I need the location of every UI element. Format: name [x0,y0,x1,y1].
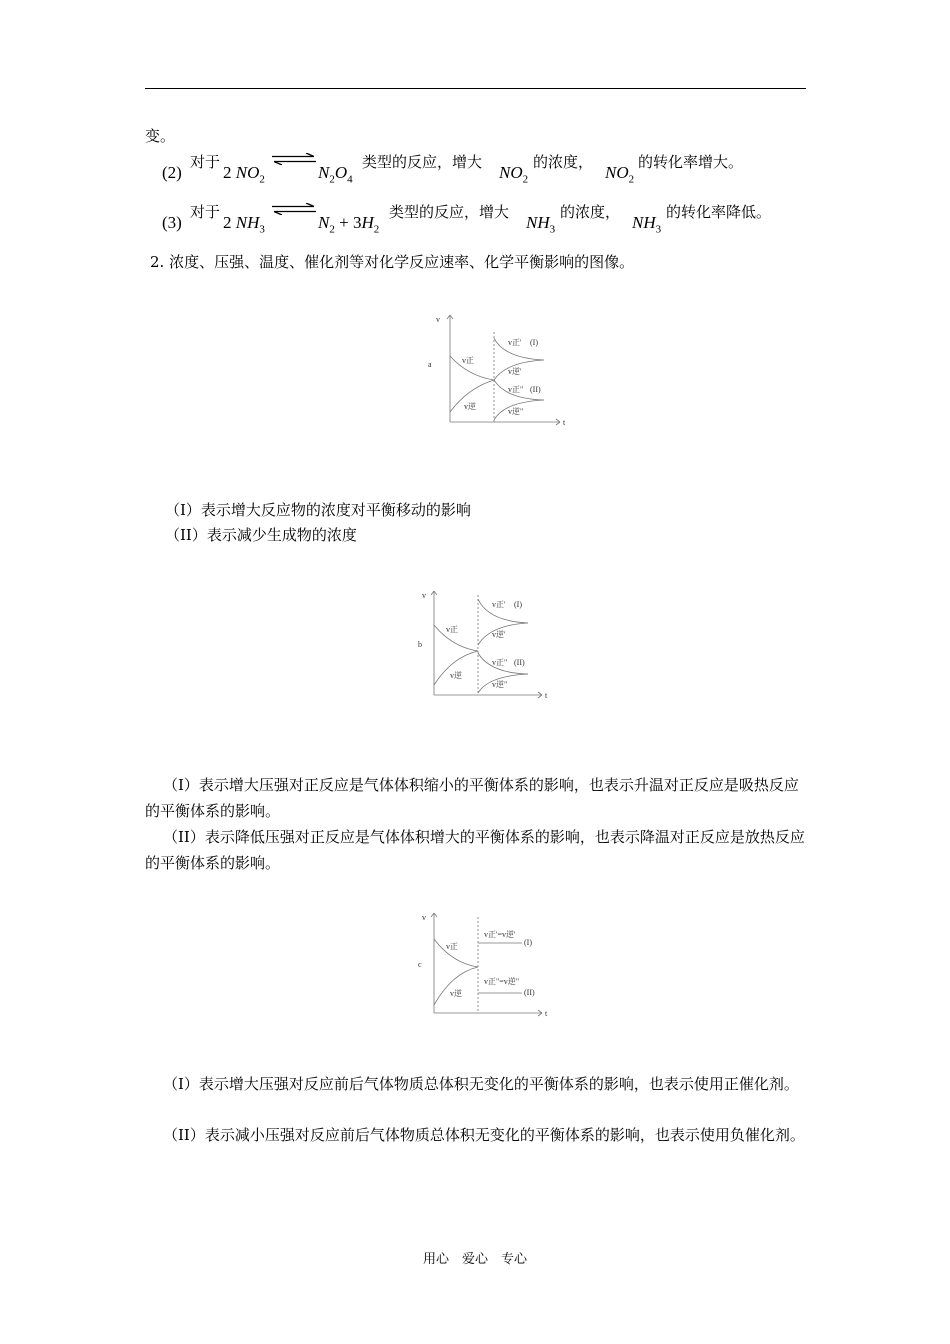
case-label-II: (II) [524,988,535,997]
equal-label-I: v正'=v逆' [484,930,516,939]
forward-label: v正 [446,625,458,634]
species-formula: $NH_3$ [526,213,556,236]
item-text-2: 的浓度， [533,153,594,171]
reverse-label-I: v逆' [508,367,522,376]
item-text-3: 的转化率增大。 [638,153,744,171]
equilibrium-arrow-icon [272,203,316,215]
equal-label-II: v正"=v逆" [484,977,520,986]
continued-text: 变。 [145,127,176,145]
reverse-label-II: v逆" [508,407,524,416]
desc-a-line2: （II）表示减少生成物的浓度 [165,526,357,544]
desc-c-para1: （I）表示增大压强对反应前后气体物质总体积无变化的平衡体系的影响，也表示使用正催化剂。 [163,1075,799,1093]
desc-c-para2: （II）表示减小压强对反应前后气体物质总体积无变化的平衡体系的影响，也表示使用负催化剂。 [163,1126,805,1144]
case-label-II: (II) [514,658,525,667]
reactant-formula: 2 $NO_2$ [223,163,265,186]
reactant-formula: 2 $NH_3$ [223,213,265,236]
header-rule [145,88,806,89]
y-axis-label: v [436,315,440,324]
forward-label-I: v正' [492,600,506,609]
reverse-label: v逆 [464,402,476,411]
desc-b-para1: （I）表示增大压强对正反应是气体体积缩小的平衡体系的影响，也表示升温对正反应是吸热反应的平衡体系的影响。 [145,776,799,820]
product-formula: $N_2O_4$ [318,163,353,186]
reverse-label: v逆 [450,989,462,998]
case-label-II: (II) [530,385,541,394]
case-label-I: (I) [514,600,522,609]
forward-label-II: v正" [508,385,524,394]
panel-label: b [418,640,422,649]
y-axis-label: v [422,591,426,600]
item-number: (3) [162,213,182,232]
x-axis-label: t [545,1009,548,1018]
reverse-label: v逆 [450,671,462,680]
y-axis-label: v [422,913,426,922]
forward-label: v正 [462,356,474,365]
chart-a [420,310,580,439]
section-heading: 2. 浓度、压强、温度、催化剂等对化学反应速率、化学平衡影响的图像。 [150,253,635,271]
desc-b-para2: （II）表示降低压强对正反应是气体体积增大的平衡体系的影响，也表示降温对正反应是放热反应的平衡体系的影响。 [145,828,805,872]
item-prefix: 对于 [190,153,221,171]
x-axis-label: t [563,418,566,427]
chart-b [410,585,560,709]
desc-a-line1: （I）表示增大反应物的浓度对平衡移动的影响 [165,501,471,519]
panel-label: a [428,360,432,369]
page-footer: 用心 爱心 专心 [422,1252,527,1267]
forward-label: v正 [446,942,458,951]
reverse-label-I: v逆' [492,630,506,639]
species-formula: $NO_2$ [499,163,529,186]
product-formula: $N_2 + 3H_2$ [318,213,380,236]
reverse-rate-curve [434,967,478,1005]
forward-label-I: v正' [508,338,522,347]
species-formula: $NH_3$ [632,213,662,236]
item-text-1: 类型的反应，增大 [362,153,483,171]
case-label-I: (I) [524,938,532,947]
item-prefix: 对于 [190,203,221,221]
item-number: (2) [162,163,182,182]
item-text-2: 的浓度， [560,203,621,221]
equilibrium-arrow-icon [272,153,316,165]
x-axis-label: t [545,691,548,700]
case-label-I: (I) [530,338,538,347]
chart-c [410,905,560,1029]
panel-label: c [418,960,422,969]
item-text-3: 的转化率降低。 [666,203,772,221]
item-text-1: 类型的反应，增大 [389,203,510,221]
species-formula: $NO_2$ [605,163,635,186]
forward-label-II: v正" [492,658,508,667]
reverse-label-II: v逆" [492,680,508,689]
